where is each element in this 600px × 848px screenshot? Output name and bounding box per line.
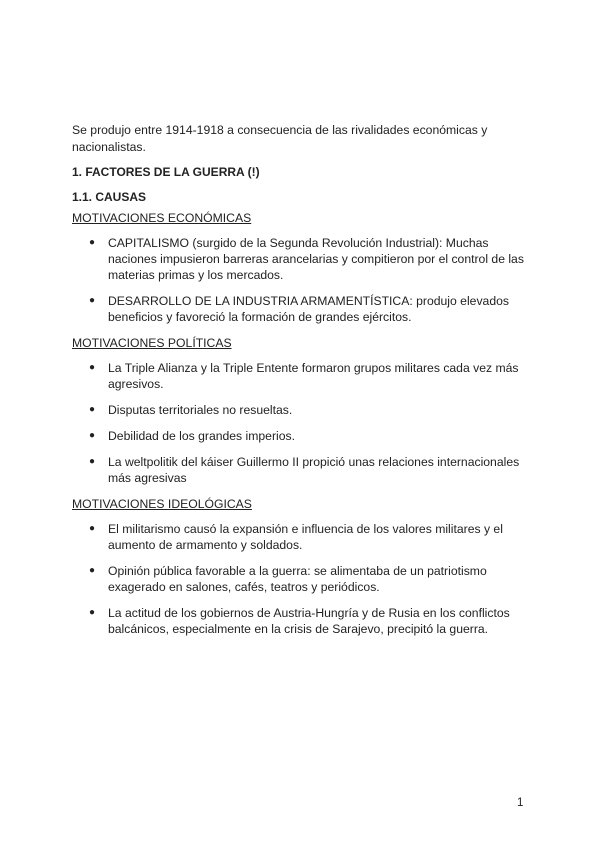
- section-title-politicas: MOTIVACIONES POLÍTICAS: [72, 336, 232, 350]
- list-item: [72, 402, 532, 418]
- list-politicas: [72, 360, 532, 486]
- list-item-text: El militarismo causó la expansión e influencia de los valores militares y el aumento de armamento y soldados.: [108, 522, 503, 552]
- list-item-text: CAPITALISMO (surgido de la Segunda Revolución Industrial): Muchas naciones impusieron barreras arancelarias y compitieron por el control de las materias primas y los mercados.: [108, 236, 524, 282]
- list-item: [72, 521, 532, 553]
- bullet-icon: ●: [89, 295, 96, 306]
- page-number: 1: [517, 797, 524, 809]
- list-economicas: [72, 235, 532, 325]
- list-item: [72, 563, 532, 595]
- list-item-text: Opinión pública favorable a la guerra: se alimentaba de un patriotismo exagerado en salones, cafés, teatros y periódicos.: [108, 564, 487, 594]
- list-item-text: DESARROLLO DE LA INDUSTRIA ARMAMENTÍSTICA: produjo elevados beneficios y favoreció la formación de grandes ejércitos.: [108, 294, 509, 324]
- list-item-text: La weltpolitik del káiser Guillermo II propició unas relaciones internacionales más agresivas: [108, 455, 520, 485]
- heading-factores: 1. FACTORES DE LA GUERRA (!): [72, 165, 260, 179]
- intro-paragraph: Se produjo entre 1914-1918 a consecuencia de las rivalidades económicas y nacionalistas.: [72, 123, 488, 154]
- list-item: [72, 235, 532, 283]
- section-title-economicas: MOTIVACIONES ECONÓMICAS: [72, 211, 252, 225]
- list-item-text: La actitud de los gobiernos de Austria-Hungría y de Rusia en los conflictos balcánicos, especialmente en la crisis de Sarajevo, precipitó la guerra.: [108, 606, 510, 636]
- list-item-text: La Triple Alianza y la Triple Entente formaron grupos militares cada vez más agresivos.: [108, 361, 519, 391]
- bullet-icon: ●: [89, 404, 96, 415]
- bullet-icon: ●: [89, 237, 96, 248]
- list-item-text: Disputas territoriales no resueltas.: [108, 403, 293, 417]
- section-title-ideologicas: MOTIVACIONES IDEOLÓGICAS: [72, 497, 252, 511]
- bullet-icon: ●: [89, 456, 96, 467]
- heading-causas: 1.1. CAUSAS: [72, 190, 147, 204]
- list-item: [72, 428, 532, 444]
- bullet-icon: ●: [89, 430, 96, 441]
- list-item: [72, 293, 532, 325]
- page-content: [72, 122, 532, 647]
- list-ideologicas: [72, 521, 532, 637]
- list-item: [72, 360, 532, 392]
- list-item: [72, 454, 532, 486]
- bullet-icon: ●: [89, 523, 96, 534]
- bullet-icon: ●: [89, 362, 96, 373]
- bullet-icon: ●: [89, 565, 96, 576]
- list-item-text: Debilidad de los grandes imperios.: [108, 429, 295, 443]
- bullet-icon: ●: [89, 607, 96, 618]
- list-item: [72, 605, 532, 637]
